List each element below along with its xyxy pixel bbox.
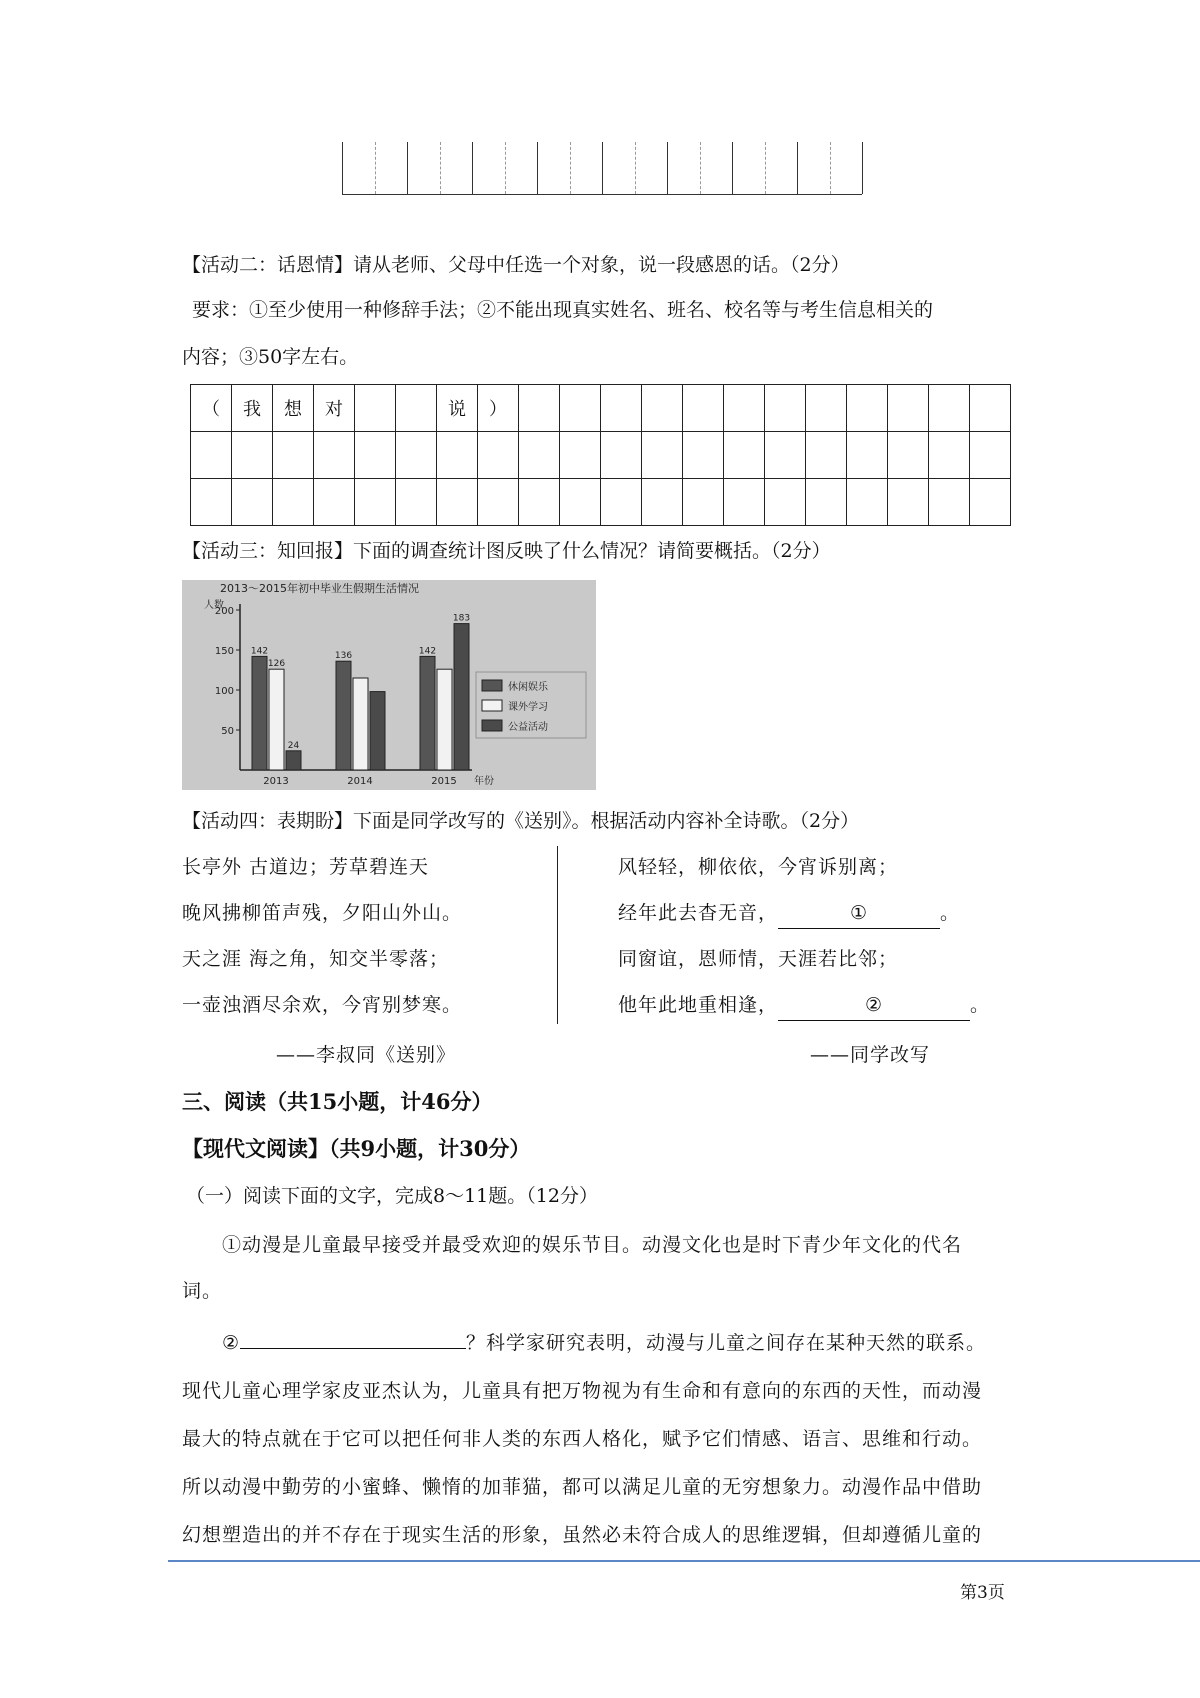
grid-cell[interactable] — [273, 432, 314, 479]
grid-cell[interactable] — [929, 432, 970, 479]
y-tick-label: 200 — [214, 606, 234, 617]
grid-cell[interactable] — [970, 385, 1011, 432]
grid-cell[interactable] — [191, 479, 232, 526]
legend-swatch — [482, 720, 502, 731]
grid-cell[interactable] — [847, 479, 888, 526]
grid-cell[interactable] — [888, 432, 929, 479]
grid-line — [472, 142, 473, 194]
y-tick-label: 50 — [221, 726, 234, 737]
answer-grid-top — [342, 142, 862, 195]
grid-cell[interactable] — [806, 385, 847, 432]
grid-cell[interactable] — [724, 385, 765, 432]
activity3-heading: 【活动三：知回报】下面的调查统计图反映了什么情况？请简要概括。（2分） — [182, 540, 831, 562]
grid-cell[interactable] — [683, 479, 724, 526]
grid-cell[interactable] — [847, 432, 888, 479]
grid-cell[interactable] — [888, 479, 929, 526]
footer-rule — [168, 1560, 1200, 1562]
grid-line — [862, 142, 863, 194]
section3-heading: 三、阅读（共15小题，计46分） — [182, 1089, 493, 1114]
legend-entry: 休闲娱乐 — [508, 682, 548, 693]
paragraph-2-marker: ② — [222, 1332, 241, 1354]
activity2-heading: 【活动二：话恩情】请从老师、父母中任选一个对象，说一段感恩的话。（2分） — [182, 254, 850, 276]
y-axis-label: 人数 — [204, 600, 224, 611]
grid-cell[interactable] — [314, 479, 355, 526]
bar — [286, 751, 301, 770]
grid-cell[interactable] — [519, 385, 560, 432]
question-blank[interactable] — [240, 1348, 466, 1349]
paragraph-1-line-2: 词。 — [182, 1280, 223, 1302]
grid-cell[interactable] — [355, 385, 396, 432]
grid-cell[interactable] — [765, 385, 806, 432]
left-poem-line-4: 一壶浊酒尽余欢，今宵别梦寒。 — [182, 994, 463, 1016]
grid-cell[interactable] — [970, 479, 1011, 526]
grid-line — [407, 142, 408, 194]
grid-cell[interactable] — [478, 432, 519, 479]
poem-divider — [557, 846, 558, 1024]
bar — [336, 661, 351, 770]
grid-line — [570, 142, 571, 194]
bar — [252, 656, 267, 770]
grid-line — [732, 142, 733, 194]
grid-cell[interactable] — [970, 432, 1011, 479]
grid-cell[interactable] — [888, 385, 929, 432]
bar-data-label: 136 — [334, 651, 353, 662]
grid-cell[interactable] — [724, 432, 765, 479]
grid-cell[interactable] — [806, 479, 847, 526]
writing-grid-row-2 — [191, 432, 1011, 479]
grid-cell[interactable] — [396, 479, 437, 526]
grid-cell[interactable]: 说 — [437, 385, 478, 432]
survey-chart-svg — [182, 580, 596, 790]
y-tick-label: 150 — [214, 646, 234, 657]
left-poem-line-1: 长亭外 古道边；芳草碧连天 — [182, 856, 430, 878]
left-poem-line-2: 晚风拂柳笛声残，夕阳山外山。 — [182, 902, 463, 924]
grid-cell[interactable] — [847, 385, 888, 432]
grid-line — [765, 142, 766, 194]
bar — [437, 669, 452, 770]
grid-cell[interactable] — [396, 432, 437, 479]
section3-intro: （一）阅读下面的文字，完成8～11题。（12分） — [186, 1185, 598, 1207]
grid-cell[interactable] — [437, 479, 478, 526]
grid-cell[interactable] — [478, 479, 519, 526]
grid-cell[interactable] — [355, 479, 396, 526]
bar-data-label: 183 — [452, 613, 471, 624]
legend-swatch — [482, 700, 502, 711]
grid-line — [602, 142, 603, 194]
grid-cell[interactable] — [765, 479, 806, 526]
page-number: 第3页 — [960, 1583, 1005, 1603]
x-tick-label: 2013 — [263, 776, 289, 787]
x-axis-label: 年份 — [474, 776, 494, 787]
grid-line — [797, 142, 798, 194]
grid-line — [830, 142, 831, 194]
fill-blank-1[interactable]: ① — [778, 898, 940, 929]
grid-line — [537, 142, 538, 194]
section3-subheading: 【现代文阅读】（共9小题，计30分） — [182, 1136, 531, 1161]
grid-line — [635, 142, 636, 194]
x-tick-label: 2015 — [431, 776, 457, 787]
grid-cell[interactable] — [314, 432, 355, 479]
grid-cell[interactable] — [355, 432, 396, 479]
grid-cell[interactable] — [601, 479, 642, 526]
grid-line — [667, 142, 668, 194]
right-poem-line-4-end: 。 — [970, 994, 991, 1016]
paragraph-2-line-5: 幻想塑造出的并不存在于现实生活的形象，虽然必未符合成人的思维逻辑，但却遵循儿童的 — [182, 1524, 983, 1546]
x-tick-label: 2014 — [347, 776, 373, 787]
paragraph-2-line-2: 现代儿童心理学家皮亚杰认为，儿童具有把万物视为有生命和有意向的东西的天性，而动漫 — [182, 1380, 983, 1402]
bar-data-label: 126 — [267, 659, 286, 670]
grid-cell[interactable] — [232, 432, 273, 479]
grid-cell[interactable]: 对 — [314, 385, 355, 432]
writing-grid-row-3 — [191, 479, 1011, 526]
grid-cell[interactable] — [232, 479, 273, 526]
grid-cell[interactable] — [642, 385, 683, 432]
grid-cell[interactable] — [396, 385, 437, 432]
grid-cell[interactable]: （ — [191, 385, 232, 432]
bar — [353, 678, 368, 770]
grid-cell[interactable]: 我 — [232, 385, 273, 432]
bar — [420, 656, 435, 770]
grid-cell[interactable] — [765, 432, 806, 479]
grid-line — [440, 142, 441, 194]
paragraph-2-line-1 — [222, 1328, 986, 1358]
grid-cell[interactable] — [560, 479, 601, 526]
right-poem-line-2-text: 经年此去杳无音， — [618, 902, 779, 924]
grid-cell[interactable] — [560, 432, 601, 479]
activity2-requirement-line2: 内容；③50字左右。 — [182, 346, 359, 368]
grid-cell[interactable] — [642, 479, 683, 526]
grid-line — [342, 142, 343, 194]
right-poem-line-4 — [618, 990, 990, 1021]
grid-cell[interactable] — [437, 432, 478, 479]
paragraph-1-line-1: ①动漫是儿童最早接受并最受欢迎的娱乐节目。动漫文化也是时下青少年文化的代名 — [222, 1234, 963, 1256]
y-tick-label: 100 — [214, 686, 234, 697]
activity2-requirement-line1: 要求：①至少使用一种修辞手法；②不能出现真实姓名、班名、校名等与考生信息相关的 — [192, 299, 934, 321]
bar-data-label: 142 — [250, 646, 269, 657]
activity4-heading: 【活动四：表期盼】下面是同学改写的《送别》。根据活动内容补全诗歌。（2分） — [182, 810, 860, 832]
bar — [454, 624, 469, 770]
writing-grid-row-1 — [191, 385, 1011, 432]
grid-cell[interactable] — [560, 385, 601, 432]
right-poem-line-3: 同窗谊，恩师情，天涯若比邻； — [618, 948, 899, 970]
left-poem-attribution: ——李叔同《送别》 — [276, 1044, 457, 1066]
chart-title: 2013～2015年初中毕业生假期生活情况 — [220, 582, 419, 595]
bar — [269, 669, 284, 770]
grid-cell[interactable] — [601, 432, 642, 479]
survey-chart — [182, 580, 596, 790]
grid-cell[interactable] — [519, 479, 560, 526]
grid-cell[interactable] — [683, 432, 724, 479]
right-poem-line-1: 风轻轻，柳依依，今宵诉别离； — [618, 856, 899, 878]
grid-line — [505, 142, 506, 194]
paragraph-2-first-text: ？科学家研究表明，动漫与儿童之间存在某种天然的联系。 — [466, 1332, 987, 1354]
grid-cell[interactable] — [191, 432, 232, 479]
legend-entry: 课外学习 — [508, 702, 548, 713]
left-poem-line-3: 天之涯 海之角，知交半零落； — [182, 948, 450, 970]
paragraph-2-line-4: 所以动漫中勤劳的小蜜蜂、懒惰的加菲猫，都可以满足儿童的无穷想象力。动漫作品中借助 — [182, 1476, 983, 1498]
grid-cell[interactable]: 想 — [273, 385, 314, 432]
grid-cell[interactable]: ） — [478, 385, 519, 432]
fill-blank-2[interactable]: ② — [778, 990, 970, 1021]
right-poem-line-4-text: 他年此地重相逢， — [618, 994, 779, 1016]
bar — [370, 692, 385, 770]
grid-cell[interactable] — [724, 479, 765, 526]
grid-cell[interactable] — [519, 432, 560, 479]
writing-grid[interactable] — [190, 384, 1011, 526]
grid-line — [375, 142, 376, 194]
legend-swatch — [482, 680, 502, 691]
right-poem-attribution: ——同学改写 — [810, 1044, 931, 1066]
bar-data-label: 24 — [287, 740, 300, 751]
right-poem-line-2-end: 。 — [940, 902, 961, 924]
grid-cell[interactable] — [273, 479, 314, 526]
grid-cell[interactable] — [601, 385, 642, 432]
grid-line — [700, 142, 701, 194]
grid-cell[interactable] — [683, 385, 724, 432]
legend-entry: 公益活动 — [508, 722, 548, 733]
grid-cell[interactable] — [929, 479, 970, 526]
paragraph-2-line-3: 最大的特点就在于它可以把任何非人类的东西人格化，赋予它们情感、语言、思维和行动。 — [182, 1428, 983, 1450]
right-poem-line-2 — [618, 898, 960, 929]
grid-cell[interactable] — [642, 432, 683, 479]
grid-cell[interactable] — [806, 432, 847, 479]
bar-data-label: 142 — [418, 646, 437, 657]
grid-cell[interactable] — [929, 385, 970, 432]
